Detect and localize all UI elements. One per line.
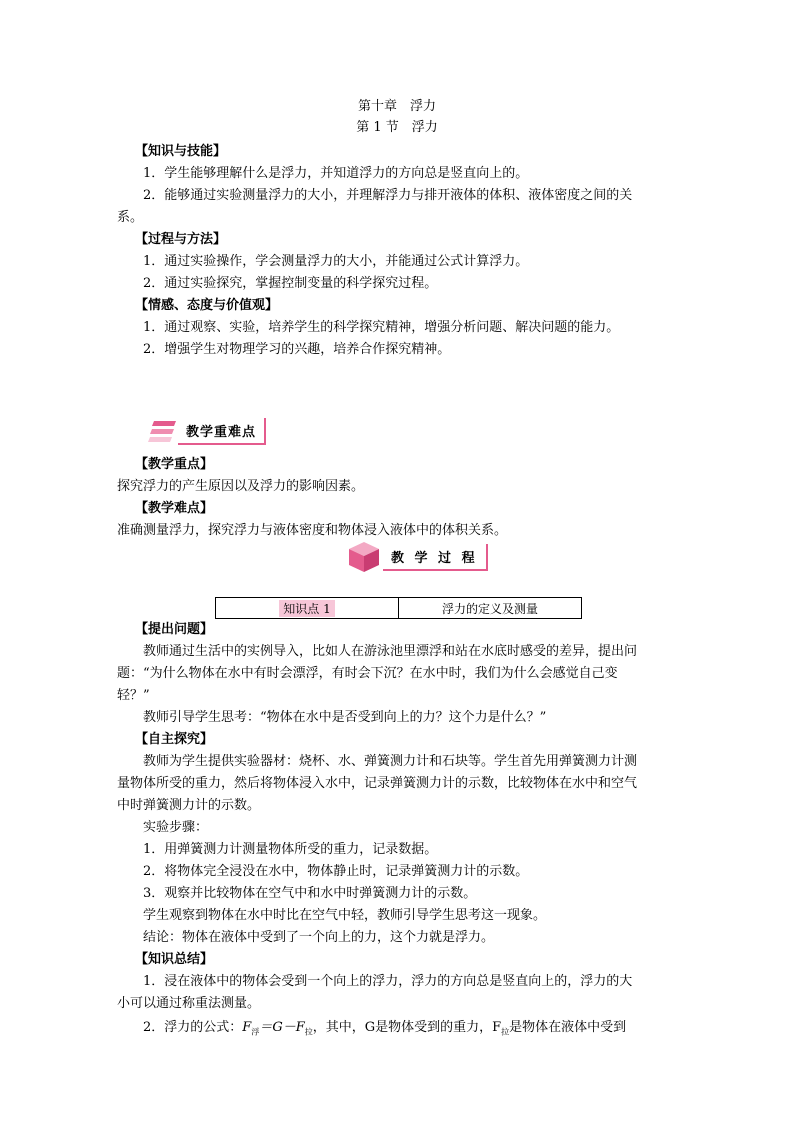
knowledge-point-label-cell — [216, 598, 399, 618]
steps-heading: 实验步骤： — [143, 820, 209, 835]
formula-subscript: 拉 — [501, 1027, 510, 1037]
cube-icon — [347, 540, 381, 574]
paragraph-line: 教师引导学生思考：“物体在水中是否受到向上的力？这个力是什么？” — [143, 710, 547, 725]
paragraph-line: 轻？” — [117, 688, 150, 703]
formula-explanation: ，其中，G是物体受到的重力，F — [312, 1020, 502, 1035]
formula-symbol: F — [242, 1020, 252, 1035]
knowledge-point-table — [215, 597, 582, 619]
paragraph-line: 1．浸在液体中的物体会受到一个向上的浮力，浮力的方向总是竖直向上的，浮力的大 — [143, 974, 633, 989]
formula-subscript: 拉 — [304, 1027, 313, 1037]
observation-text: 学生观察到物体在水中时比在空气中轻，教师引导学生思考这一现象。 — [143, 908, 547, 923]
step-item: 3．观察并比较物体在空气中和水中时弹簧测力计的示数。 — [143, 886, 477, 901]
step-item: 1．用弹簧测力计测量物体所受的重力，记录数据。 — [143, 842, 438, 857]
step-item: 2．将物体完全浸没在水中，物体静止时，记录弹簧测力计的示数。 — [143, 864, 529, 879]
objective-item: 2．增强学生对物理学习的兴趣，培养合作探究精神。 — [143, 342, 451, 357]
formula-line — [117, 1016, 680, 1044]
process-banner-label: 教 学 过 程 — [383, 544, 488, 571]
conclusion-text: 结论：物体在液体中受到了一个向上的力，这个力就是浮力。 — [143, 930, 495, 945]
hard-text: 准确测量浮力，探究浮力与液体密度和物体浸入液体中的体积关系。 — [117, 523, 508, 538]
paragraph-line: 小可以通过称重法测量。 — [117, 996, 261, 1011]
paragraph-line: 量物体所受的重力，然后将物体浸入水中，记录弹簧测力计的示数，比较物体在水中和空气 — [117, 776, 638, 791]
paragraph-line: 教师为学生提供实验器材：烧杯、水、弹簧测力计和石块等。学生首先用弹簧测力计测 — [143, 754, 638, 769]
paragraph-line: 中时弹簧测力计的示数。 — [117, 798, 261, 813]
attitude-heading: 【情感、态度与价值观】 — [135, 298, 279, 313]
knowledge-point-title: 浮力的定义及测量 — [441, 601, 538, 616]
objective-item: 1．通过观察、实验，培养学生的科学探究精神，增强分析问题、解决问题的能力。 — [143, 320, 620, 335]
objective-item: 1．学生能够理解什么是浮力，并知道浮力的方向总是竖直向上的。 — [143, 166, 529, 181]
focus-text: 探究浮力的产生原因以及浮力的影响因素。 — [117, 479, 365, 494]
process-banner — [347, 540, 488, 574]
hard-heading: 【教学难点】 — [135, 501, 214, 516]
summary-heading: 【知识总结】 — [135, 952, 214, 967]
formula-subscript: 浮 — [251, 1027, 260, 1037]
difficulties-banner-label: 教学重难点 — [178, 418, 266, 445]
knowledge-heading: 【知识与技能】 — [135, 144, 227, 159]
explore-heading: 【自主探究】 — [135, 732, 214, 747]
stripes-icon — [148, 419, 178, 445]
process-heading: 【过程与方法】 — [135, 232, 227, 247]
knowledge-point-label: 知识点 1 — [279, 600, 334, 617]
paragraph-line: 教师通过生活中的实例导入，比如人在游泳池里漂浮和站在水底时感受的差异，提出问 — [143, 644, 638, 659]
question-heading: 【提出问题】 — [135, 622, 214, 637]
objective-item: 系。 — [117, 210, 144, 225]
objective-item: 2．能够通过实验测量浮力的大小，并理解浮力与排开液体的体积、液体密度之间的关 — [143, 188, 633, 203]
chapter-title: 第十章 浮力 — [357, 99, 436, 114]
formula-tail: 是物体在液体中受到 — [509, 1020, 627, 1035]
focus-heading: 【教学重点】 — [135, 457, 214, 472]
section-title: 第 1 节 浮力 — [356, 120, 438, 135]
paragraph-line: 题：“为什么物体在水中有时会漂浮，有时会下沉？在水中时，我们为什么会感觉自己变 — [117, 666, 618, 681]
formula-body: ＝G－F — [259, 1020, 305, 1035]
formula-prefix: 2．浮力的公式： — [143, 1020, 243, 1035]
objective-item: 2．通过实验探究，掌握控制变量的科学探究过程。 — [143, 276, 438, 291]
difficulties-banner — [148, 418, 266, 445]
objective-item: 1．通过实验操作，学会测量浮力的大小，并能通过公式计算浮力。 — [143, 254, 529, 269]
